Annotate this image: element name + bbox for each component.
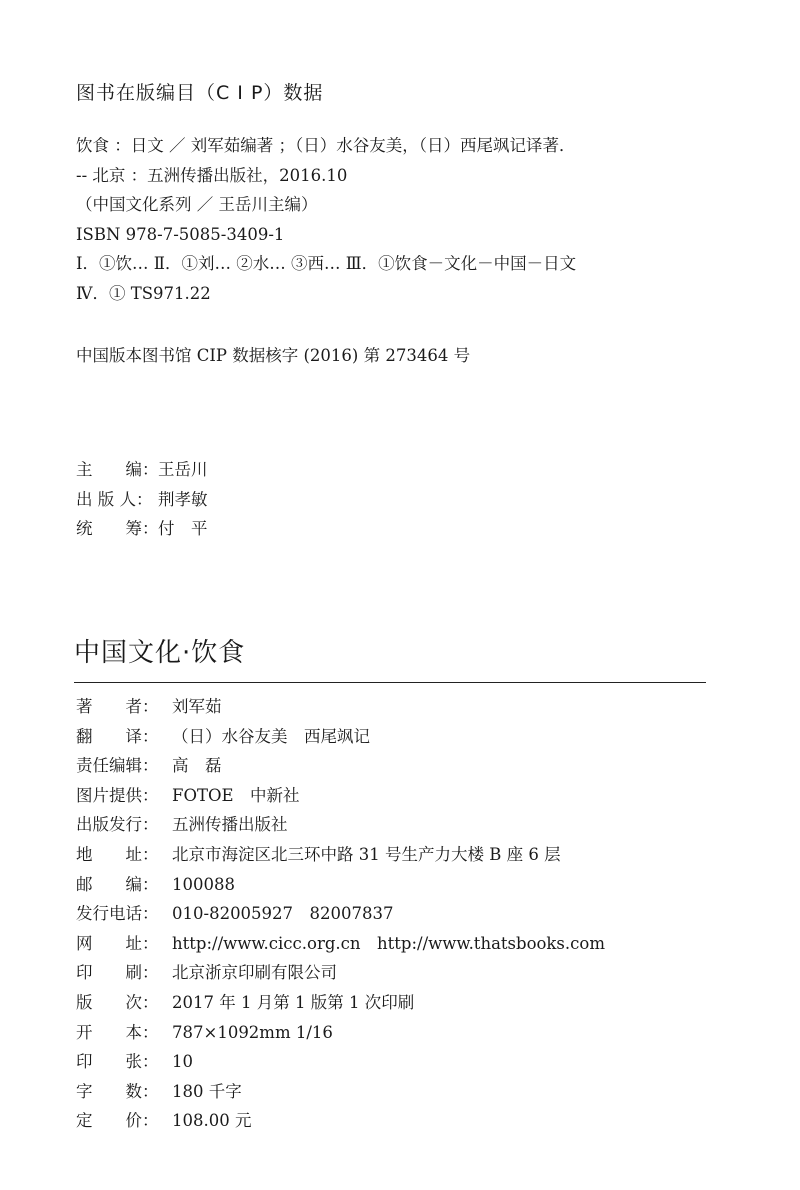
staff-value: 王岳川 [158, 460, 208, 479]
book-title: 中国文化·饮食 [74, 638, 246, 668]
title-divider [74, 682, 706, 683]
staff-row [76, 485, 208, 515]
staff-row [76, 455, 208, 485]
info-value: 10 [172, 1052, 193, 1072]
info-value: 北京浙京印刷有限公司 [172, 963, 337, 983]
cip-line: 饮食 ：日文 ／ 刘军茹编著 ；（日）水谷友美，（日）西尾飒记译著． [76, 136, 576, 155]
info-value: FOTOE 中新社 [172, 785, 300, 805]
cip-check-number: 中国版本图书馆 CIP 数据核字 (2016) 第 273464 号 [76, 346, 471, 365]
info-label: 地 址： [76, 844, 159, 864]
info-row [76, 751, 605, 781]
staff-value: 付 平 [158, 519, 208, 538]
info-row [76, 692, 605, 722]
info-value: 刘军茹 [172, 697, 222, 716]
info-label: 邮 编： [76, 874, 159, 894]
info-value: 787×1092mm 1/16 [172, 1022, 333, 1042]
staff-label: 主 编： [76, 460, 159, 479]
info-label: 翻 译： [76, 726, 159, 746]
info-row [76, 899, 605, 929]
info-value: 100088 [172, 874, 235, 894]
cip-line: Ⅳ．① TS971.22 [76, 283, 211, 303]
info-value: 北京市海淀区北三环中路 31 号生产力大楼 B 座 6 层 [172, 844, 561, 864]
staff-row [76, 514, 208, 544]
info-label: 印 刷： [76, 963, 159, 983]
cip-heading: 图书在版编目（C I P）数据 [76, 82, 324, 104]
cip-line: ISBN 978-7-5085-3409-1 [76, 224, 285, 244]
info-row [76, 1106, 605, 1136]
info-row [76, 988, 605, 1018]
info-row [76, 781, 605, 811]
info-label: 字 数： [76, 1081, 159, 1101]
info-label: 开 本： [76, 1022, 159, 1042]
info-row [76, 870, 605, 900]
staff-label: 统 筹： [76, 519, 159, 538]
staff-block [76, 455, 208, 544]
info-row [76, 1077, 605, 1107]
info-row [76, 1018, 605, 1048]
cip-line: Ⅰ．①饮… Ⅱ．①刘… ②水… ③西… Ⅲ．①饮食－文化－中国－日文 [76, 254, 577, 273]
publication-info [76, 692, 605, 1136]
info-value: 五洲传播出版社 [172, 815, 288, 835]
info-row [76, 810, 605, 840]
info-value: （日）水谷友美 西尾飒记 [172, 726, 370, 746]
info-label: 出版发行： [76, 815, 159, 835]
info-value: http://www.cicc.org.cn http://www.thatsbooks.com [172, 933, 605, 953]
info-value: 108.00 元 [172, 1111, 252, 1131]
info-value: 010-82005927 82007837 [172, 904, 394, 924]
info-label: 印 张： [76, 1052, 159, 1072]
info-label: 图片提供： [76, 785, 159, 805]
staff-value: 荆孝敏 [158, 489, 208, 509]
info-value: 2017 年 1 月第 1 版第 1 次印刷 [172, 992, 415, 1012]
info-label: 网 址： [76, 933, 159, 953]
info-row [76, 1047, 605, 1077]
cip-line: （中国文化系列 ／ 王岳川主编） [76, 195, 318, 214]
info-row [76, 722, 605, 752]
info-label: 版 次： [76, 992, 159, 1012]
info-label: 责任编辑： [76, 756, 159, 776]
info-label: 定 价： [76, 1111, 159, 1131]
info-label: 著 者： [76, 697, 159, 716]
info-value: 高 磊 [172, 756, 222, 776]
info-row [76, 929, 605, 959]
info-row [76, 840, 605, 870]
cip-line: -- 北京 ：五洲传播出版社，2016.10 [76, 165, 348, 185]
info-row [76, 958, 605, 988]
cip-block [76, 131, 576, 308]
info-value: 180 千字 [172, 1081, 242, 1101]
info-label: 发行电话： [76, 904, 159, 924]
staff-label: 出 版 人： [76, 489, 153, 509]
